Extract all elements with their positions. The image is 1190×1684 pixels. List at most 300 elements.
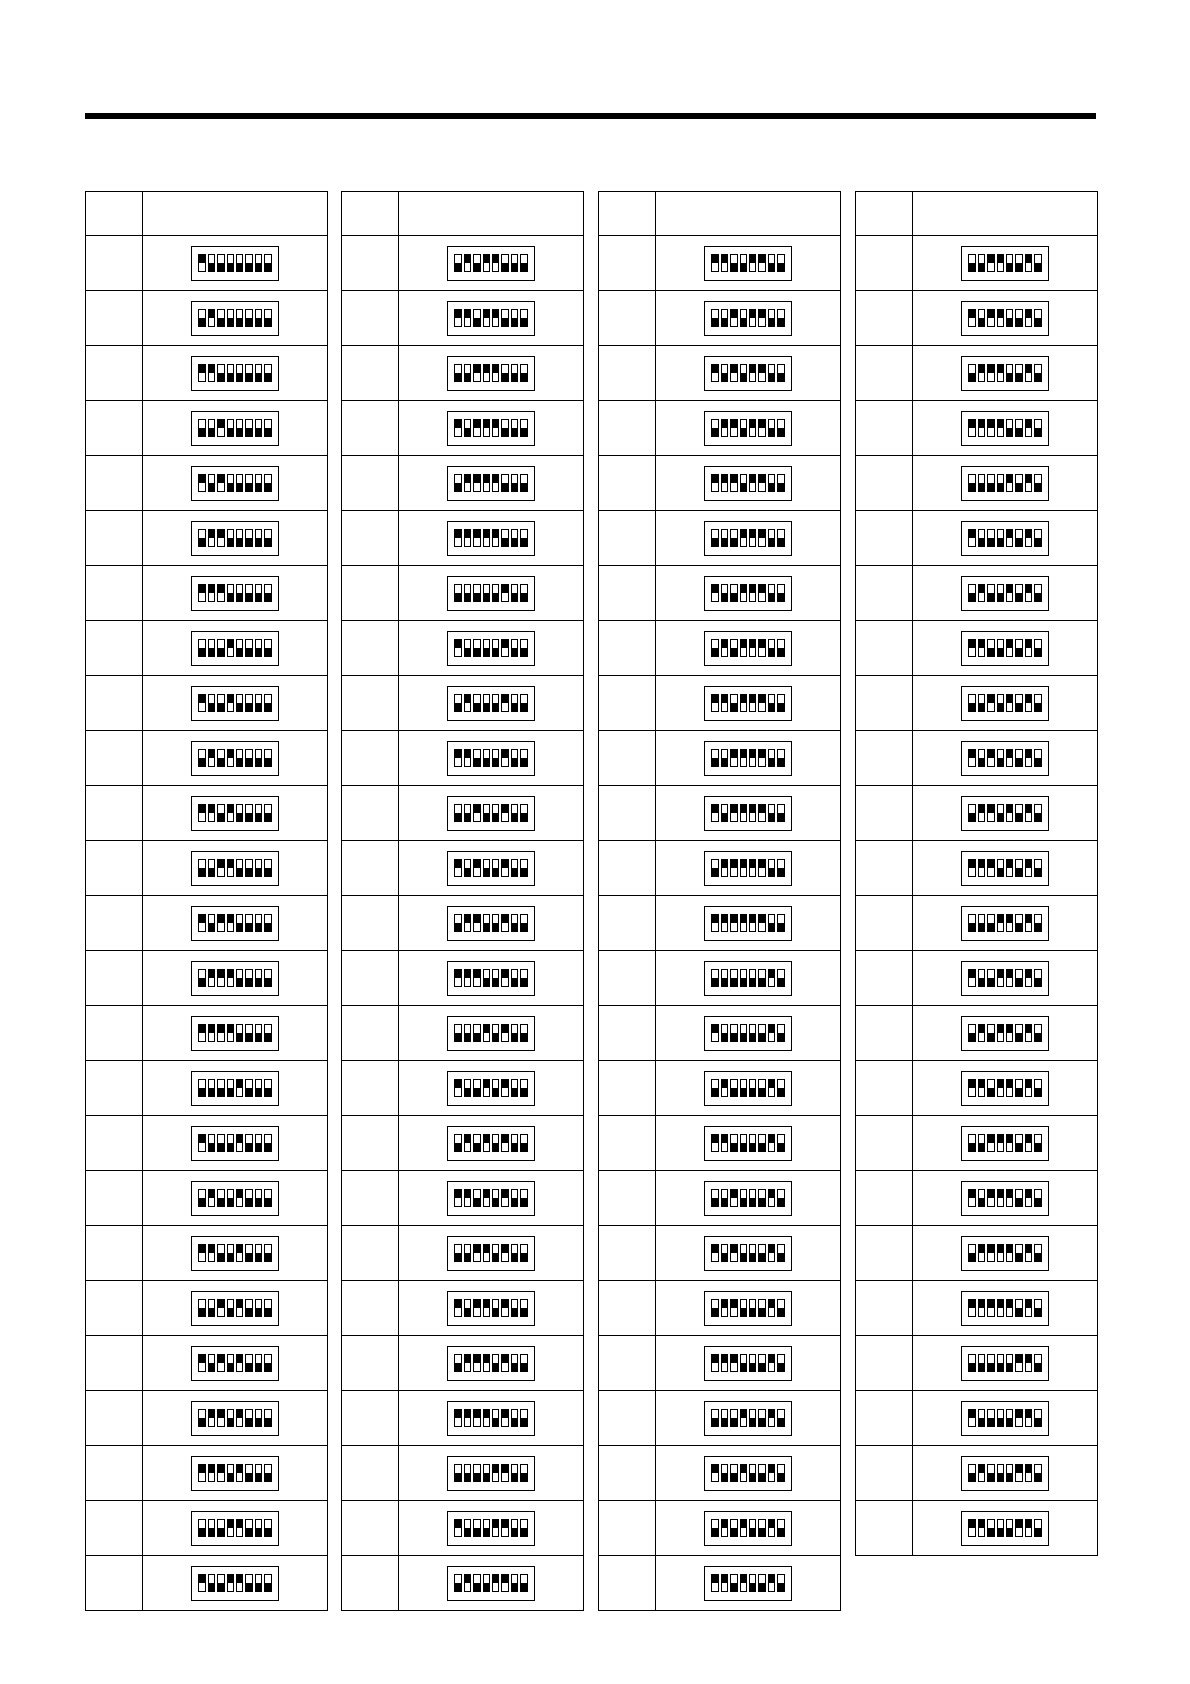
switch-position-off — [473, 309, 480, 327]
switch-position-on — [1006, 859, 1013, 877]
switch-lever — [228, 640, 233, 648]
switch-position-on — [501, 1244, 508, 1262]
row-number-cell — [86, 291, 143, 346]
switch-lever — [778, 1143, 783, 1151]
switch-lever — [237, 1245, 242, 1253]
switch-position-off — [768, 804, 775, 822]
table-row — [856, 1391, 1098, 1446]
switch-position-off — [198, 309, 205, 327]
row-switch-cell — [143, 1281, 328, 1336]
switch-lever — [455, 1410, 460, 1418]
dip-switch-icon — [704, 521, 792, 556]
switch-position-off — [968, 1464, 975, 1482]
switch-lever — [731, 1583, 736, 1591]
row-number-cell — [856, 1171, 913, 1226]
switch-lever — [1016, 1355, 1021, 1363]
switch-position-on — [740, 1574, 747, 1592]
switch-position-off — [245, 1574, 252, 1592]
switch-position-on — [978, 1464, 985, 1482]
switch-position-on — [501, 1299, 508, 1317]
row-number-cell — [856, 346, 913, 401]
switch-position-off — [987, 914, 994, 932]
switch-position-off — [730, 1464, 737, 1482]
switch-position-on — [721, 1134, 728, 1152]
row-number-cell — [599, 1226, 656, 1281]
switch-position-off — [1006, 419, 1013, 437]
switch-position-on — [501, 1409, 508, 1427]
table-row — [599, 1556, 841, 1611]
switch-position-off — [511, 1024, 518, 1042]
switch-position-on — [721, 1574, 728, 1592]
row-switch-cell — [399, 1556, 584, 1611]
switch-position-off — [520, 1189, 527, 1207]
switch-position-on — [454, 1079, 461, 1097]
switch-lever — [256, 428, 261, 436]
switch-position-off — [245, 1519, 252, 1537]
switch-lever — [493, 1033, 498, 1041]
switch-lever — [265, 318, 270, 326]
row-switch-cell — [399, 786, 584, 841]
table-row — [342, 786, 584, 841]
switch-lever — [246, 1088, 251, 1096]
switch-position-off — [501, 474, 508, 492]
switch-lever — [759, 1253, 764, 1261]
switch-lever — [1016, 868, 1021, 876]
dip-switch-icon — [447, 1511, 535, 1546]
switch-position-off — [217, 254, 224, 272]
switch-lever — [741, 695, 746, 703]
switch-lever — [256, 483, 261, 491]
row-number-cell — [342, 1446, 399, 1501]
dip-switch-icon — [191, 906, 279, 941]
switch-position-on — [198, 914, 205, 932]
switch-lever — [521, 538, 526, 546]
switch-position-on — [978, 1299, 985, 1317]
switch-position-off — [768, 749, 775, 767]
switch-position-on — [987, 364, 994, 382]
switch-position-off — [198, 639, 205, 657]
switch-lever — [969, 483, 974, 491]
table-row — [599, 1116, 841, 1171]
switch-position-on — [1015, 1354, 1022, 1372]
row-number-cell — [599, 951, 656, 1006]
switch-position-on — [740, 529, 747, 547]
switch-position-on — [997, 364, 1004, 382]
switch-position-off — [492, 969, 499, 987]
switch-lever — [521, 1198, 526, 1206]
switch-position-on — [987, 419, 994, 437]
switch-lever — [998, 365, 1003, 373]
switch-position-off — [749, 1354, 756, 1372]
switch-position-on — [198, 804, 205, 822]
switch-position-on — [768, 1299, 775, 1317]
row-switch-cell — [399, 621, 584, 676]
row-switch-cell — [656, 346, 841, 401]
switch-lever — [979, 365, 984, 373]
switch-lever — [712, 1575, 717, 1583]
dip-switch-icon — [961, 301, 1049, 336]
switch-lever — [465, 1575, 470, 1583]
switch-lever — [484, 365, 489, 373]
switch-position-on — [711, 1134, 718, 1152]
switch-lever — [1035, 1088, 1040, 1096]
switch-position-off — [208, 859, 215, 877]
switch-lever — [512, 1363, 517, 1371]
switch-lever — [493, 255, 498, 263]
switch-position-off — [758, 1134, 765, 1152]
switch-position-on — [768, 1574, 775, 1592]
switch-lever — [521, 1308, 526, 1316]
dip-switch-icon — [961, 411, 1049, 446]
switch-lever — [502, 585, 507, 593]
switch-lever — [512, 868, 517, 876]
switch-lever — [750, 1253, 755, 1261]
switch-lever — [731, 593, 736, 601]
switch-position-on — [483, 474, 490, 492]
switch-position-on — [198, 584, 205, 602]
switch-position-off — [255, 859, 262, 877]
switch-lever — [750, 475, 755, 483]
switch-lever — [512, 263, 517, 271]
row-switch-cell — [143, 291, 328, 346]
switch-position-on — [768, 1244, 775, 1262]
switch-position-off — [520, 804, 527, 822]
switch-lever — [998, 483, 1003, 491]
switch-lever — [778, 373, 783, 381]
switch-lever — [979, 860, 984, 868]
table-row — [856, 896, 1098, 951]
switch-lever — [979, 1080, 984, 1088]
switch-lever — [256, 263, 261, 271]
switch-position-off — [1006, 1464, 1013, 1482]
row-switch-cell — [143, 1556, 328, 1611]
switch-position-on — [987, 254, 994, 272]
switch-position-on — [473, 914, 480, 932]
switch-lever — [246, 1363, 251, 1371]
table-row — [856, 511, 1098, 566]
switch-position-off — [245, 1464, 252, 1482]
switch-lever — [228, 1198, 233, 1206]
switch-lever — [759, 310, 764, 318]
switch-lever — [1035, 978, 1040, 986]
switch-position-off — [511, 529, 518, 547]
switch-lever — [218, 475, 223, 483]
row-number-cell — [86, 676, 143, 731]
switch-lever — [521, 483, 526, 491]
switch-position-on — [1025, 1299, 1032, 1317]
switch-position-on — [1025, 1409, 1032, 1427]
switch-lever — [455, 1143, 460, 1151]
switch-position-off — [968, 584, 975, 602]
switch-position-off — [730, 694, 737, 712]
row-number-cell — [856, 841, 913, 896]
dip-switch-icon — [961, 1401, 1049, 1436]
table-row — [342, 1061, 584, 1116]
row-switch-cell — [656, 676, 841, 731]
switch-position-off — [777, 694, 784, 712]
switch-lever — [1007, 1418, 1012, 1426]
switch-lever — [237, 1410, 242, 1418]
switch-lever — [502, 483, 507, 491]
switch-lever — [502, 538, 507, 546]
switch-position-on — [721, 1519, 728, 1537]
switch-position-on — [492, 419, 499, 437]
switch-lever — [465, 530, 470, 538]
switch-position-off — [520, 529, 527, 547]
switch-position-on — [501, 584, 508, 602]
table-row — [342, 1391, 584, 1446]
switch-lever — [998, 538, 1003, 546]
switch-lever — [199, 805, 204, 813]
switch-position-off — [483, 694, 490, 712]
row-switch-cell — [143, 1226, 328, 1281]
switch-lever — [1026, 1245, 1031, 1253]
switch-lever — [512, 648, 517, 656]
row-number-cell — [856, 1226, 913, 1281]
switch-position-off — [777, 1519, 784, 1537]
switch-lever — [256, 538, 261, 546]
switch-position-off — [511, 749, 518, 767]
switch-position-on — [483, 254, 490, 272]
dip-switch-icon — [191, 466, 279, 501]
switch-position-on — [758, 914, 765, 932]
switch-lever — [512, 978, 517, 986]
dip-switch-icon — [447, 576, 535, 611]
switch-lever — [969, 640, 974, 648]
switch-lever — [1016, 1308, 1021, 1316]
switch-position-on — [454, 1519, 461, 1537]
switch-lever — [750, 1198, 755, 1206]
switch-position-off — [264, 639, 271, 657]
switch-lever — [199, 758, 204, 766]
row-number-cell — [599, 456, 656, 511]
switch-position-off — [245, 309, 252, 327]
switch-position-on — [997, 1134, 1004, 1152]
switch-lever — [265, 1253, 270, 1261]
table-row — [342, 346, 584, 401]
row-number-cell — [342, 291, 399, 346]
switch-position-off — [227, 419, 234, 437]
table-row — [856, 456, 1098, 511]
row-switch-cell — [143, 456, 328, 511]
switch-position-on — [740, 1464, 747, 1482]
switch-lever — [769, 813, 774, 821]
switch-lever — [1035, 483, 1040, 491]
row-number-cell — [342, 1061, 399, 1116]
switch-lever — [474, 1033, 479, 1041]
switch-lever — [256, 1033, 261, 1041]
switch-lever — [778, 1418, 783, 1426]
switch-lever — [521, 263, 526, 271]
switch-lever — [512, 1418, 517, 1426]
switch-position-on — [1006, 1189, 1013, 1207]
switch-position-off — [721, 804, 728, 822]
row-number-cell — [342, 511, 399, 566]
switch-position-on — [768, 1409, 775, 1427]
row-switch-cell — [399, 1391, 584, 1446]
row-number-cell — [86, 346, 143, 401]
row-number-cell — [86, 566, 143, 621]
switch-lever — [1007, 860, 1012, 868]
switch-lever — [1007, 318, 1012, 326]
switch-position-off — [520, 1409, 527, 1427]
switch-position-off — [245, 584, 252, 602]
switch-lever — [228, 1308, 233, 1316]
row-number-cell — [342, 1336, 399, 1391]
switch-position-on — [730, 1244, 737, 1262]
switch-lever — [979, 640, 984, 648]
switch-lever — [218, 1253, 223, 1261]
switch-position-on — [217, 969, 224, 987]
table-row — [856, 1446, 1098, 1501]
switch-lever — [969, 593, 974, 601]
switch-lever — [731, 310, 736, 318]
switch-position-off — [758, 1354, 765, 1372]
switch-position-off — [473, 1134, 480, 1152]
switch-position-off — [464, 804, 471, 822]
row-switch-cell — [399, 1336, 584, 1391]
switch-position-off — [1006, 1409, 1013, 1427]
switch-position-off — [264, 914, 271, 932]
switch-lever — [455, 1033, 460, 1041]
switch-lever — [979, 538, 984, 546]
switch-position-off — [730, 1024, 737, 1042]
switch-lever — [246, 1583, 251, 1591]
switch-position-on — [721, 914, 728, 932]
switch-position-on — [740, 639, 747, 657]
switch-position-off — [1034, 254, 1041, 272]
switch-position-off — [473, 749, 480, 767]
switch-position-on — [997, 914, 1004, 932]
switch-position-off — [1006, 364, 1013, 382]
switch-lever — [988, 1363, 993, 1371]
row-number-cell — [86, 1226, 143, 1281]
switch-lever — [484, 813, 489, 821]
switch-lever — [979, 758, 984, 766]
table-row — [599, 456, 841, 511]
dip-switch-icon — [704, 301, 792, 336]
switch-position-off — [492, 1134, 499, 1152]
switch-position-on — [501, 859, 508, 877]
dip-switch-icon — [447, 1126, 535, 1161]
switch-position-off — [483, 584, 490, 602]
switch-position-on — [1006, 914, 1013, 932]
switch-lever — [1035, 813, 1040, 821]
switch-position-off — [255, 1079, 262, 1097]
switch-position-off — [997, 749, 1004, 767]
table-row — [342, 841, 584, 896]
switch-lever — [502, 640, 507, 648]
switch-position-on — [711, 364, 718, 382]
row-number-cell — [86, 1061, 143, 1116]
switch-position-on — [198, 1024, 205, 1042]
table-row — [342, 291, 584, 346]
switch-lever — [988, 750, 993, 758]
switch-lever — [246, 868, 251, 876]
switch-position-on — [473, 529, 480, 547]
switch-lever — [778, 648, 783, 656]
dip-switch-icon — [704, 576, 792, 611]
switch-position-off — [464, 639, 471, 657]
switch-lever — [750, 1473, 755, 1481]
switch-position-on — [730, 419, 737, 437]
switch-position-off — [968, 1024, 975, 1042]
switch-position-off — [473, 1574, 480, 1592]
switch-position-off — [492, 1409, 499, 1427]
switch-lever — [502, 373, 507, 381]
row-number-cell — [599, 621, 656, 676]
switch-position-off — [255, 639, 262, 657]
table-row — [86, 1226, 328, 1281]
switch-position-on — [768, 1134, 775, 1152]
dip-switch-icon — [704, 1181, 792, 1216]
switch-lever — [759, 915, 764, 923]
switch-lever — [1016, 1465, 1021, 1473]
switch-lever — [465, 1190, 470, 1198]
switch-lever — [1007, 428, 1012, 436]
switch-position-on — [758, 749, 765, 767]
switch-position-on — [987, 1244, 994, 1262]
switch-position-on — [730, 1354, 737, 1372]
switch-position-off — [987, 969, 994, 987]
switch-position-on — [968, 1189, 975, 1207]
switch-lever — [769, 373, 774, 381]
switch-position-on — [740, 749, 747, 767]
switch-position-on — [217, 914, 224, 932]
dip-switch-icon — [704, 631, 792, 666]
switch-lever — [998, 1025, 1003, 1033]
switch-position-on — [749, 804, 756, 822]
switch-lever — [455, 1473, 460, 1481]
switch-position-off — [740, 1079, 747, 1097]
switch-position-on — [987, 309, 994, 327]
switch-lever — [769, 970, 774, 978]
switch-position-off — [740, 309, 747, 327]
switch-position-on — [483, 1024, 490, 1042]
switch-position-on — [464, 309, 471, 327]
switch-lever — [521, 813, 526, 821]
switch-position-off — [711, 419, 718, 437]
switch-lever — [741, 1253, 746, 1261]
switch-lever — [218, 1410, 223, 1418]
switch-lever — [998, 758, 1003, 766]
dip-switch-icon — [961, 1511, 1049, 1546]
switch-lever — [493, 475, 498, 483]
switch-lever — [493, 530, 498, 538]
switch-lever — [218, 915, 223, 923]
row-switch-cell — [399, 896, 584, 951]
switch-lever — [1016, 593, 1021, 601]
table-row — [86, 456, 328, 511]
switch-position-off — [777, 859, 784, 877]
switch-position-off — [255, 969, 262, 987]
switch-position-on — [987, 1134, 994, 1152]
header-number-cell — [856, 192, 913, 236]
switch-position-on — [721, 1079, 728, 1097]
row-switch-cell — [913, 1226, 1098, 1281]
switch-lever — [502, 1025, 507, 1033]
switch-position-off — [777, 1079, 784, 1097]
switch-lever — [228, 1473, 233, 1481]
switch-lever — [969, 970, 974, 978]
switch-position-on — [997, 254, 1004, 272]
row-number-cell — [342, 951, 399, 1006]
table-row — [342, 1446, 584, 1501]
switch-lever — [1007, 1245, 1012, 1253]
row-number-cell — [342, 1116, 399, 1171]
switch-position-on — [740, 804, 747, 822]
switch-position-off — [492, 1244, 499, 1262]
